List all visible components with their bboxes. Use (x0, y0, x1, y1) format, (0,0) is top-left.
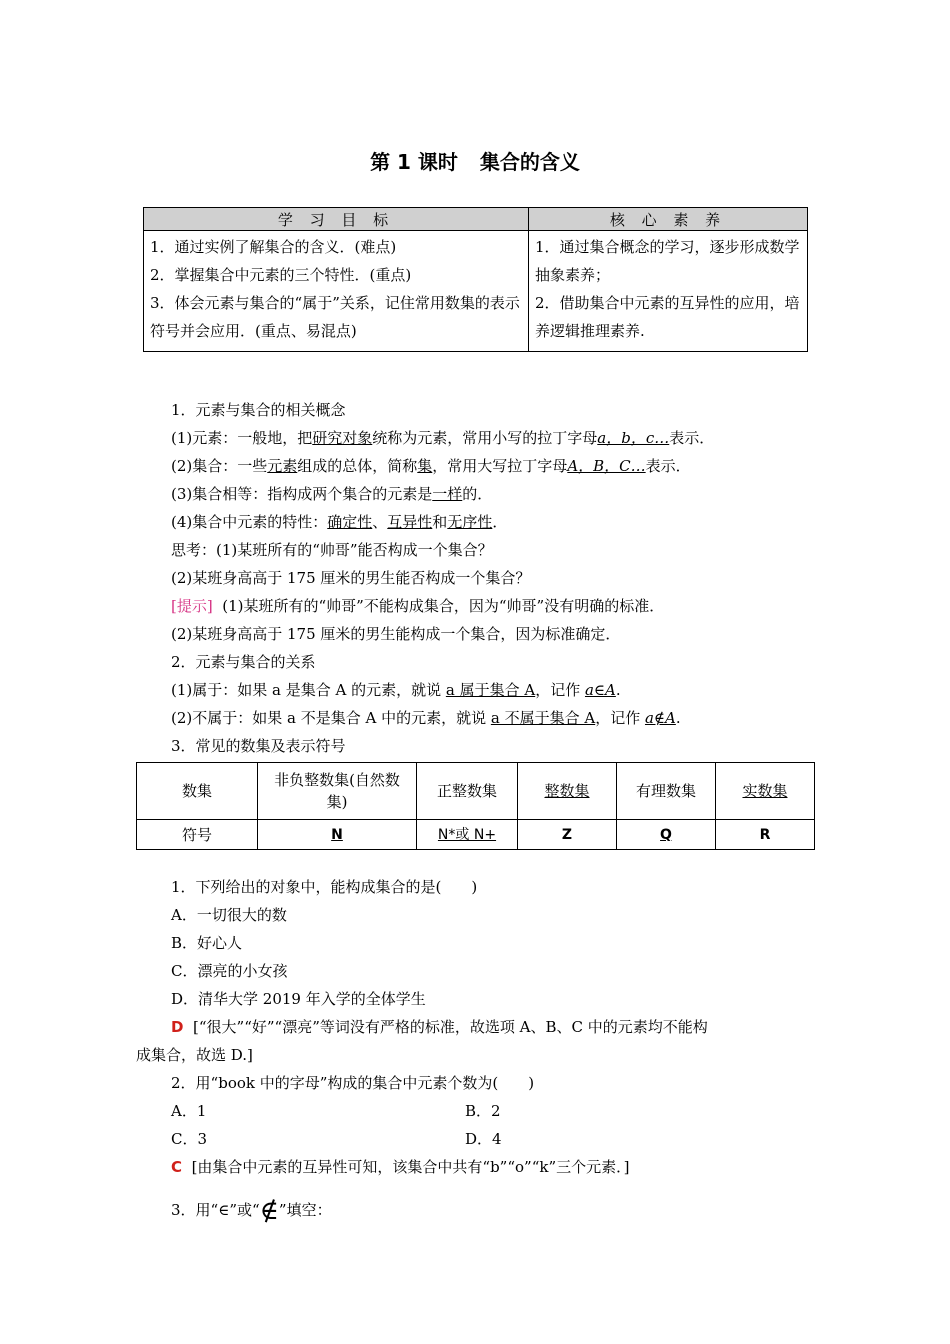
text-span: 和 (432, 513, 448, 531)
goals-header-left: 学 习 目 标 (144, 208, 529, 231)
tip-line-2: (2)某班身高高于 175 厘米的男生能构成一个集合，因为标准确定． (171, 625, 621, 643)
section2-heading: 2．元素与集合的关系 (171, 653, 316, 671)
answer-letter: D (171, 1018, 184, 1036)
concept-equal-line (171, 483, 492, 504)
text-span: . (675, 709, 681, 727)
answer-blank: a∉A (644, 709, 676, 727)
option-a: A．一切很大的数 (171, 906, 287, 924)
answer-letter: C (171, 1158, 183, 1176)
text-span: 表示． (645, 457, 691, 475)
text-span: (2)集合：一些 (171, 457, 268, 475)
tip-line-1 (171, 595, 664, 616)
answer-blank: a∈A (584, 681, 616, 699)
answer-blank: 集 (417, 457, 433, 475)
answer-blank: a，b，c… (597, 429, 670, 447)
answer-blank: 确定性 (327, 513, 373, 531)
belongs-line (171, 679, 621, 700)
page-title (0, 146, 950, 175)
text-span: (1)属于：如果 a 是集合 A 的元素，就说 (171, 681, 446, 699)
not-element-symbol: ∉ (259, 1196, 279, 1226)
symbol-text: Z (561, 827, 573, 843)
answer-blank: N*或 N+ (437, 827, 497, 843)
explanation-text: [“很大”“好”“漂亮”等词没有严格的标准，故选项 A、B、C 中的元素均不能构 (193, 1018, 708, 1036)
text-span: 表示． (669, 429, 715, 447)
question-2: 2．用“book 中的字母”构成的集合中元素个数为( ) (171, 1074, 535, 1092)
text-span: (1)元素：一般地，把 (171, 429, 313, 447)
text-span: 统称为元素，常用小写的拉丁字母 (372, 429, 598, 447)
section3-heading: 3．常见的数集及表示符号 (171, 737, 346, 755)
text-span: . (615, 681, 621, 699)
answer-blank: A，B，C… (567, 457, 646, 475)
think-question-2: (2)某班身高高于 175 厘米的男生能否构成一个集合？ (171, 569, 531, 587)
answer-blank: 研究对象 (312, 429, 373, 447)
text-span: ，记作 (595, 709, 645, 727)
option-d: D．4 (465, 1130, 502, 1148)
table-cell: 正整数集 (417, 763, 518, 820)
explanation-text: [由集合中元素的互异性可知，该集合中共有“b”“o”“k”三个元素．] (191, 1158, 630, 1176)
text-span: ，记作 (535, 681, 585, 699)
text-span: 组成的总体，简称 (297, 457, 418, 475)
text-span: (3)集合相等：指构成两个集合的元素是 (171, 485, 433, 503)
text-span: (1)某班所有的“帅哥”不能构成集合，因为“帅哥”没有明确的标准． (222, 597, 665, 615)
literacy-item: 2．借助集合中元素的互异性的应用，培养逻辑推理素养. (535, 294, 800, 340)
answer-blank: a 属于集合 A (445, 681, 536, 699)
text-span: (4)集合中元素的特性： (171, 513, 328, 531)
text-span: 、 (372, 513, 388, 531)
answer-blank: 整数集 (544, 782, 590, 800)
option-b: B．好心人 (171, 934, 243, 952)
text-span: 3．用“∈”或“ (171, 1201, 260, 1219)
not-belongs-line (171, 707, 681, 728)
title-lesson-number: 第 1 课时 (370, 150, 458, 174)
option-c: C．漂亮的小女孩 (171, 962, 288, 980)
goals-left-cell (144, 231, 529, 352)
table-row (137, 820, 815, 850)
answer-1-line (171, 1016, 708, 1037)
concept-set-line (171, 455, 691, 476)
number-sets-table (136, 762, 815, 850)
goal-item: 1．通过实例了解集合的含义．(难点) (150, 238, 397, 256)
option-a: A．1 (171, 1102, 207, 1120)
goal-item: 2．掌握集合中元素的三个特性．(重点) (150, 266, 412, 284)
answer-blank: 无序性 (447, 513, 493, 531)
table-cell: 数集 (137, 763, 258, 820)
concept-element-line (171, 427, 714, 448)
tip-label: [提示] (171, 597, 213, 615)
section1-heading: 1．元素与集合的相关概念 (171, 401, 346, 419)
text-span: ． (492, 513, 508, 531)
text-span: ，常用大写拉丁字母 (432, 457, 568, 475)
answer-blank: a 不属于集合 A (490, 709, 596, 727)
text-span: ”填空： (278, 1201, 332, 1219)
answer-blank: 实数集 (742, 782, 788, 800)
question-3 (171, 1192, 332, 1226)
goal-item: 3．体会元素与集合的“属于”关系，记住常用数集的表示符号并会应用．(重点、易混点) (150, 294, 520, 340)
answer-blank: 一样 (432, 485, 463, 503)
table-cell (417, 820, 518, 850)
table-cell (518, 820, 617, 850)
table-row (137, 763, 815, 820)
literacy-item: 1．通过集合概念的学习，逐步形成数学抽象素养； (535, 238, 800, 284)
table-cell (518, 763, 617, 820)
title-topic: 集合的含义 (479, 150, 580, 174)
option-b: B．2 (465, 1102, 501, 1120)
answer-blank: N (331, 827, 343, 843)
question-1: 1．下列给出的对象中，能构成集合的是( ) (171, 878, 478, 896)
goals-right-cell (529, 231, 808, 352)
table-cell (716, 763, 815, 820)
goals-table (143, 207, 808, 352)
option-d: D．清华大学 2019 年入学的全体学生 (171, 990, 426, 1008)
answer-blank: 互异性 (387, 513, 433, 531)
answer-blank: Q (660, 827, 672, 843)
table-cell: 非负整数集(自然数集) (258, 763, 417, 820)
answer-2-line (171, 1156, 630, 1177)
option-c: C．3 (171, 1130, 208, 1148)
table-cell (258, 820, 417, 850)
text-span: (2)不属于：如果 a 不是集合 A 中的元素，就说 (171, 709, 491, 727)
table-cell: 有理数集 (617, 763, 716, 820)
answer-1-continued: 成集合，故选 D.] (136, 1046, 253, 1064)
table-cell (716, 820, 815, 850)
goals-header-right: 核 心 素 养 (529, 208, 808, 231)
symbol-text: R (759, 827, 771, 843)
table-cell: 符号 (137, 820, 258, 850)
table-cell (617, 820, 716, 850)
answer-blank: 元素 (267, 457, 298, 475)
concept-properties-line (171, 511, 507, 532)
text-span: 的． (462, 485, 493, 503)
think-question-1: 思考：(1)某班所有的“帅哥”能否构成一个集合？ (171, 541, 493, 559)
